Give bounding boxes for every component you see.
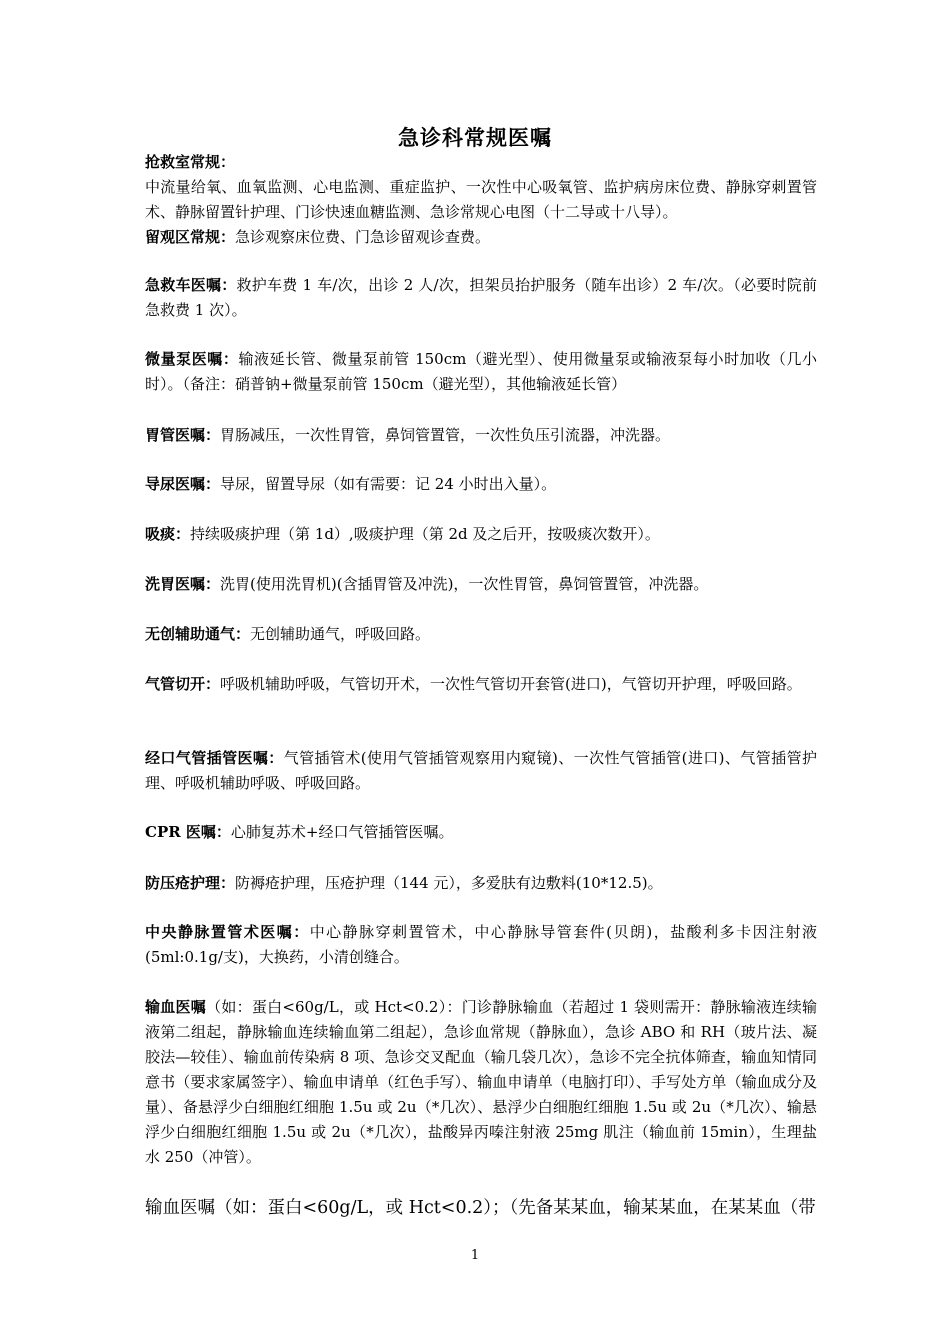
section-heading: 微量泵医嘱： (145, 350, 239, 368)
section-text: 救护车费 1 车/次，出诊 2 人/次，担架员抬护服务（随车出诊）2 车/次。（必要时院前急救费 1 次）。 (145, 276, 817, 319)
section-micro-pump (145, 347, 817, 397)
section-noninvasive-ventilation (145, 622, 817, 647)
section-text: 胃肠减压，一次性胃管，鼻饲管置管，一次性负压引流器，冲洗器。 (220, 426, 671, 444)
section-heading: 洗胃医嘱： (145, 575, 221, 593)
section-text: 呼吸机辅助呼吸，气管切开术，一次性气管切开套管(进口)，气管切开护理，呼吸回路。 (220, 675, 802, 693)
section-rescue-room (145, 150, 817, 175)
section-heading: 吸痰： (145, 525, 191, 543)
section-heading: 导尿医嘱： (145, 475, 221, 493)
section-heading: 胃管医嘱： (145, 426, 221, 444)
section-cpr (145, 820, 817, 845)
section-suction (145, 522, 817, 547)
section-oral-intubation (145, 746, 817, 796)
section-catheter (145, 472, 817, 497)
section-text: 输血医嘱（如：蛋白<60g/L，或 Hct<0.2）；（先备某某血，输某某血，在某某血（带 (145, 1198, 816, 1218)
section-heading: CPR 医嘱： (145, 823, 231, 841)
section-text: （如：蛋白<60g/L，或 Hct<0.2）：门诊静脉输血（若超过 1 袋则需开：静脉输液连续输液第二组起，静脉输血连续输血第二组起），急诊血常规（静脉血），急诊 ABO 和 RH（玻片法、凝胶法—较佳）、输血前传染病 8 项、急诊交叉配血（输几袋几次），急诊不完全抗体筛查，输血知情同意书（要求家属签字）、输血申请单（红色手写）、输血申请单（电脑打印）、手写处方单（输血成分及量）、备悬浮少白细胞红细胞 1.5u 或 2u（*几次）、悬浮少白细胞红细胞 1.5u 或 2u（*几次）、输悬浮少白细胞红细胞 1.5u 或 2u（*几次），盐酸异丙嗪注射液 25mg 肌注（输血前 15min），生理盐水 250（冲管）。 (145, 998, 817, 1166)
section-rescue-room-items (145, 175, 817, 225)
section-transfusion (145, 995, 817, 1170)
section-heading: 中央静脉置管术医嘱： (145, 923, 310, 941)
section-heading: 经口气管插管医嘱： (145, 749, 284, 767)
section-text: 急诊观察床位费、门急诊留观诊查费。 (235, 228, 491, 246)
section-transfusion-2 (145, 1194, 817, 1222)
section-observation (145, 225, 817, 250)
section-text: 持续吸痰护理（第 1d）,吸痰护理（第 2d 及之后开，按吸痰次数开）。 (190, 525, 660, 543)
section-pressure-sore (145, 871, 817, 896)
section-text: 导尿，留置导尿（如有需要：记 24 小时出入量）。 (220, 475, 557, 493)
section-heading: 无创辅助通气： (145, 625, 251, 643)
section-text: 气管插管术(使用气管插管观察用内窥镜)、一次性气管插管(进口)、气管插管护理、呼吸机辅助呼吸、呼吸回路。 (145, 749, 817, 792)
section-central-venous (145, 920, 817, 970)
section-text: 中心静脉穿刺置管术，中心静脉导管套件(贝朗)，盐酸利多卡因注射液(5ml:0.1g/支)，大换药，小清创缝合。 (145, 923, 817, 966)
section-text: 防褥疮护理，压疮护理（144 元），多爱肤有边敷料(10*12.5)。 (235, 874, 663, 892)
section-ambulance (145, 273, 817, 323)
section-text: 中流量给氧、血氧监测、心电监测、重症监护、一次性中心吸氧管、监护病房床位费、静脉穿刺置管术、静脉留置针护理、门诊快速血糖监测、急诊常规心电图（十二导或十八导）。 (145, 178, 817, 221)
section-text: 洗胃(使用洗胃机)(含插胃管及冲洗)，一次性胃管，鼻饲管置管，冲洗器。 (220, 575, 709, 593)
section-heading: 留观区常规： (145, 228, 236, 246)
section-heading: 输血医嘱 (145, 998, 207, 1016)
section-text: 无创辅助通气，呼吸回路。 (250, 625, 431, 643)
page-number: 1 (470, 1248, 480, 1263)
section-heading: 防压疮护理： (145, 874, 236, 892)
section-heading: 急救车医嘱： (145, 276, 237, 294)
section-heading: 抢救室常规： (145, 153, 236, 171)
section-tracheotomy (145, 672, 817, 697)
document-title: 急诊科常规医嘱 (398, 125, 552, 150)
section-heading: 气管切开： (145, 675, 221, 693)
section-text: 心肺复苏术+经口气管插管医嘱。 (230, 823, 454, 841)
section-gastric-lavage (145, 572, 817, 597)
section-gastric-tube (145, 423, 817, 448)
section-text: 输液延长管、微量泵前管 150cm（避光型）、使用微量泵或输液泵每小时加收（几小时）。（备注：硝普钠+微量泵前管 150cm（避光型），其他输液延长管） (145, 350, 817, 393)
